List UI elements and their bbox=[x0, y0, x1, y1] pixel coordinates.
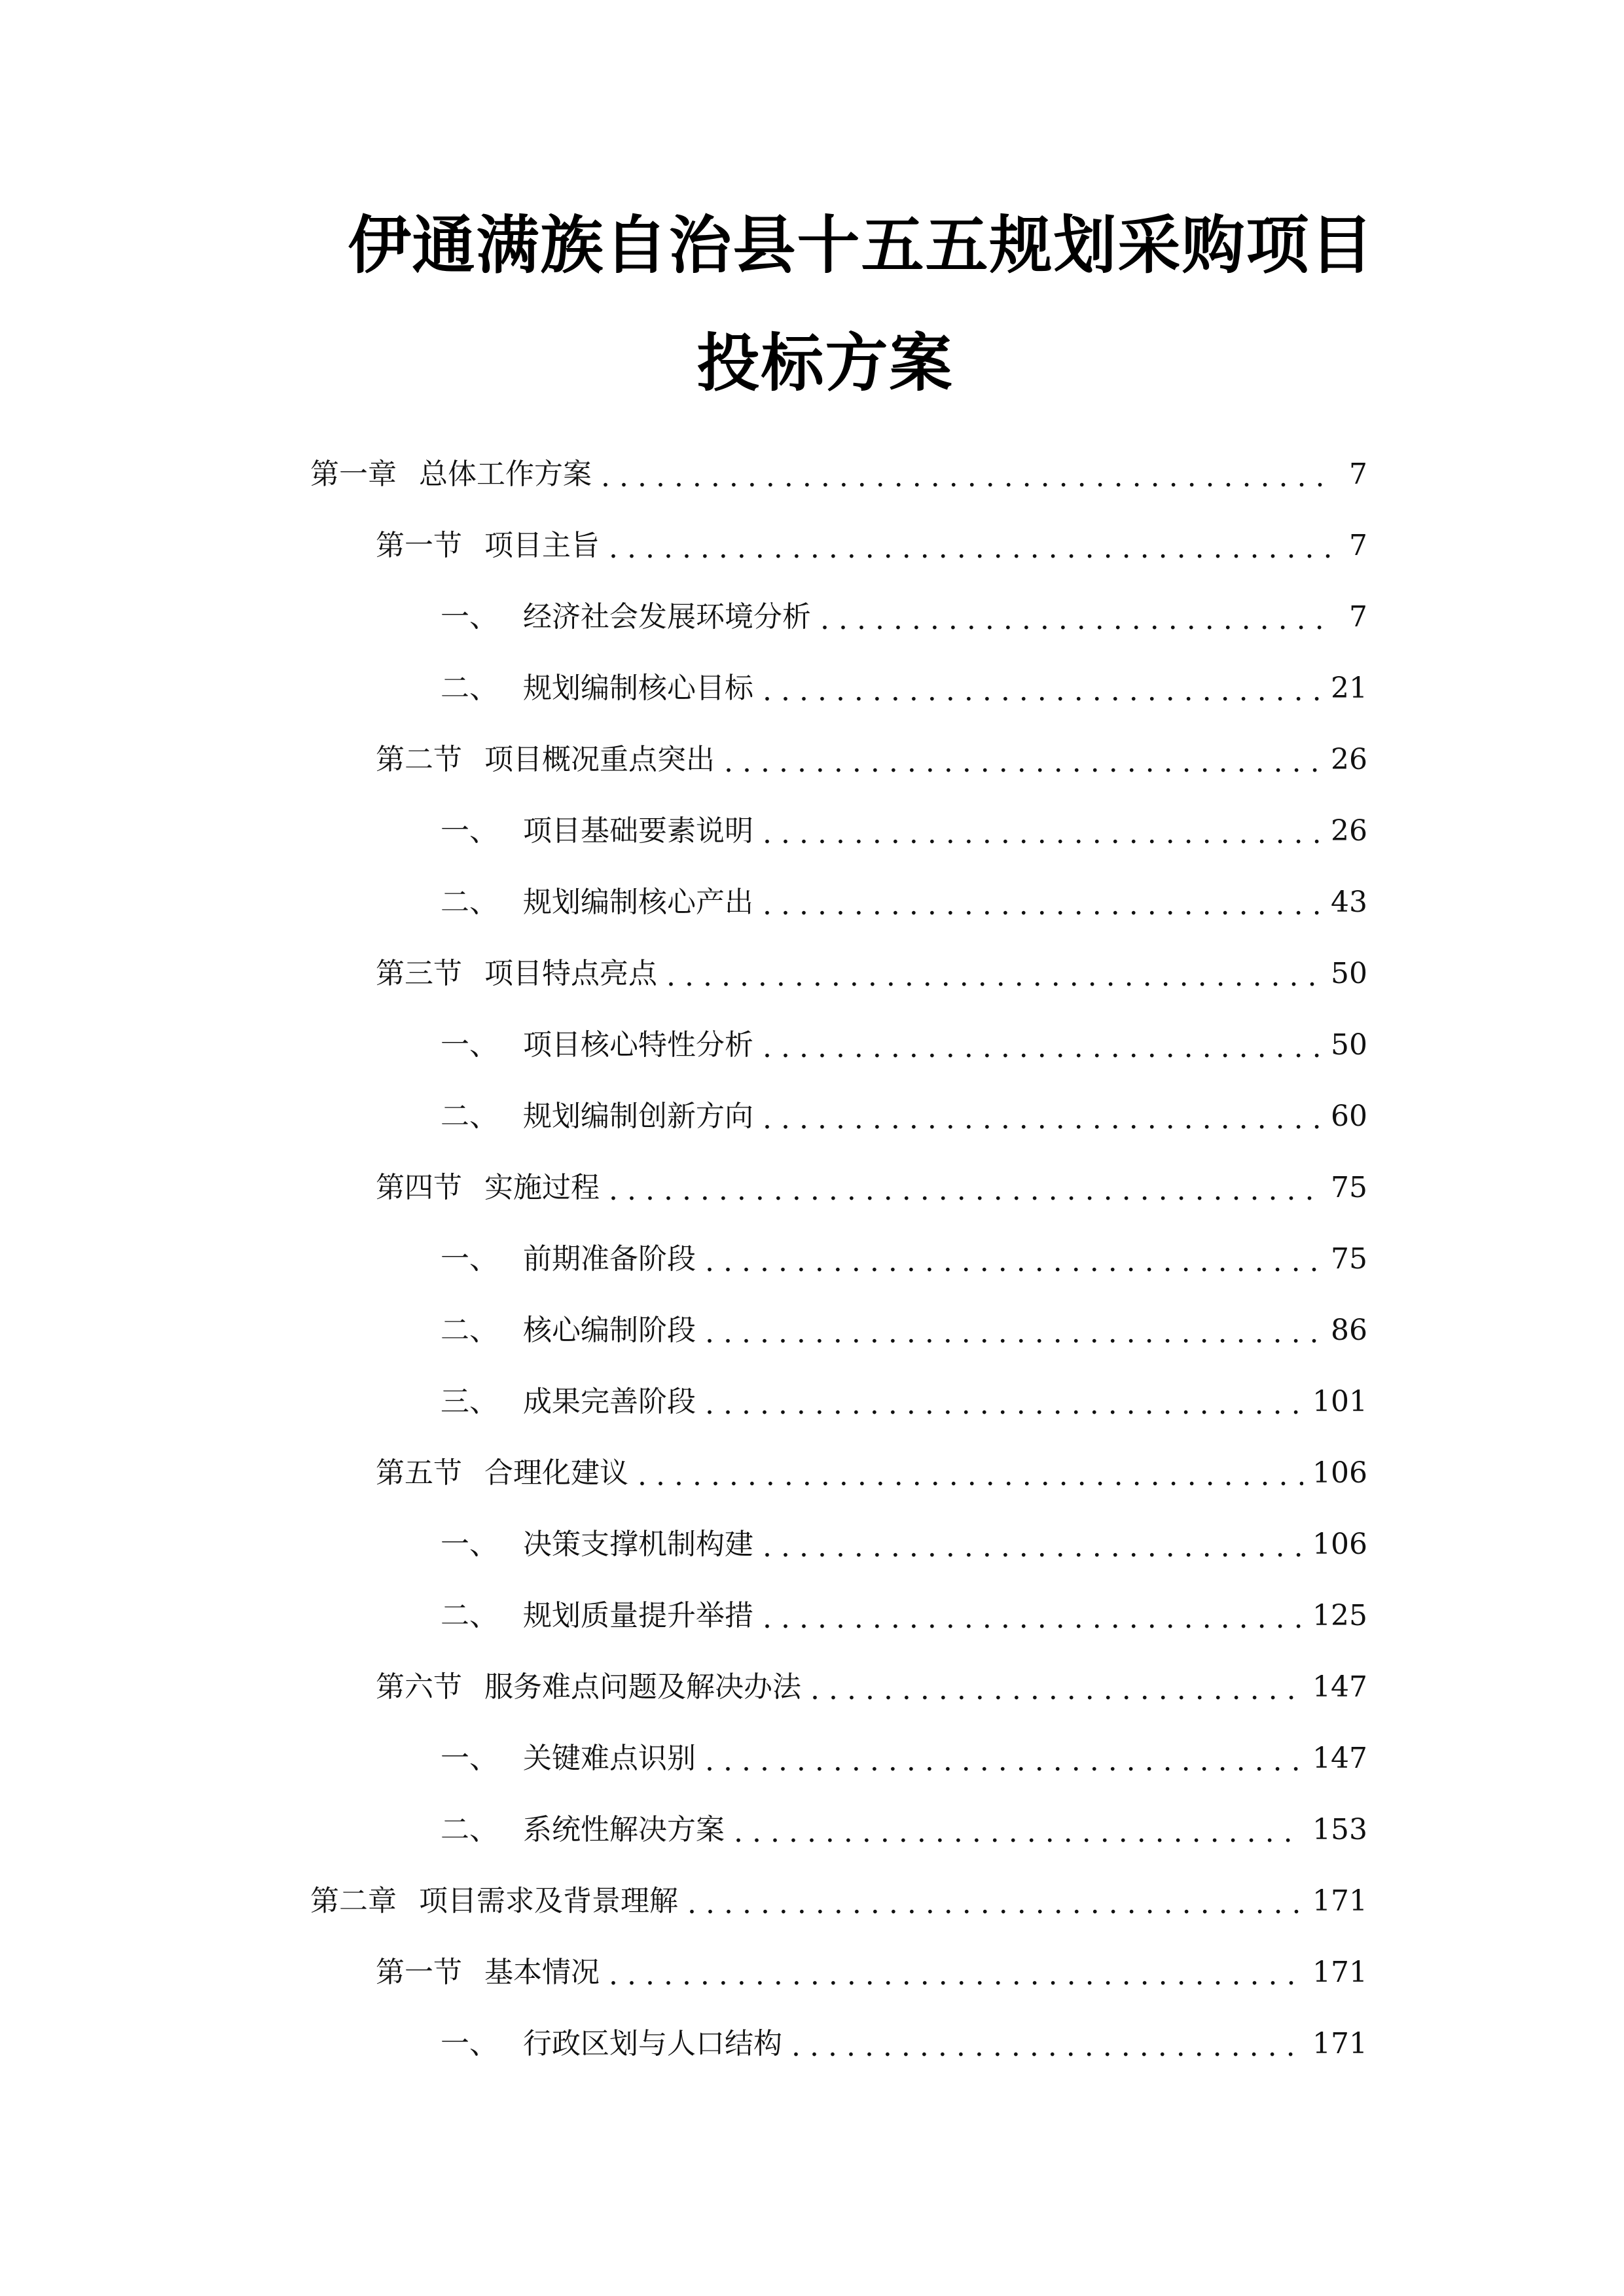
toc-entry[interactable] bbox=[376, 1937, 1367, 2008]
toc-entry-title: 项目核心特性分析 bbox=[523, 1028, 753, 1062]
toc-entry-page: 171 bbox=[1312, 1955, 1367, 1989]
toc-entry-page: 26 bbox=[1331, 814, 1367, 848]
toc-leader-dots bbox=[687, 1884, 1303, 1924]
toc-entry-page: 171 bbox=[1312, 1884, 1367, 1918]
toc-entry-title: 前期准备阶段 bbox=[523, 1242, 696, 1276]
toc-entry-page: 75 bbox=[1331, 1242, 1367, 1276]
toc-entry-page: 171 bbox=[1312, 2026, 1367, 2060]
toc-entry-number: 三、 bbox=[441, 1384, 498, 1418]
toc-entry-number: 一、 bbox=[441, 2026, 498, 2060]
toc-entry-page: 106 bbox=[1312, 1527, 1367, 1561]
toc-entry-number: 第一章 bbox=[310, 457, 397, 491]
toc-entry-number: 第一节 bbox=[376, 1955, 462, 1989]
toc-entry-title: 项目需求及背景理解 bbox=[419, 1884, 678, 1918]
toc-leader-dots bbox=[609, 529, 1332, 568]
toc-leader-dots bbox=[763, 886, 1322, 925]
toc-entry-number: 二、 bbox=[441, 1598, 498, 1632]
toc-entry-title: 经济社会发展环境分析 bbox=[523, 600, 811, 634]
toc-entry-title: 项目特点亮点 bbox=[484, 956, 657, 990]
toc-entry[interactable] bbox=[441, 1580, 1367, 1651]
toc-leader-dots bbox=[763, 1599, 1303, 1638]
toc-leader-dots bbox=[705, 1242, 1322, 1282]
toc-entry-title: 规划编制核心目标 bbox=[523, 671, 753, 705]
toc-entry[interactable] bbox=[441, 1723, 1367, 1794]
toc-entry-title: 关键难点识别 bbox=[523, 1741, 696, 1775]
toc-entry-page: 60 bbox=[1331, 1099, 1367, 1133]
toc-entry-title: 项目主旨 bbox=[484, 528, 600, 562]
toc-entry-number: 一、 bbox=[441, 1242, 498, 1276]
toc-entry[interactable] bbox=[441, 1223, 1367, 1295]
toc-entry-page: 50 bbox=[1331, 956, 1367, 990]
toc-entry[interactable] bbox=[441, 1794, 1367, 1865]
toc-entry[interactable] bbox=[441, 581, 1367, 653]
toc-entry-title: 实施过程 bbox=[484, 1170, 600, 1204]
toc-entry-page: 147 bbox=[1312, 1741, 1367, 1775]
toc-entry-title: 项目基础要素说明 bbox=[523, 814, 753, 848]
toc-entry-title: 项目概况重点突出 bbox=[484, 742, 715, 776]
toc-leader-dots bbox=[763, 1100, 1322, 1139]
toc-entry-title: 规划编制核心产出 bbox=[523, 885, 753, 919]
toc-entry[interactable] bbox=[376, 1651, 1367, 1723]
toc-leader-dots bbox=[601, 457, 1332, 497]
toc-entry-number: 第三节 bbox=[376, 956, 462, 990]
toc-entry-page: 7 bbox=[1349, 528, 1367, 562]
toc-entry-page: 7 bbox=[1349, 600, 1367, 634]
toc-leader-dots bbox=[763, 814, 1322, 853]
toc-entry-title: 服务难点问题及解决办法 bbox=[484, 1670, 801, 1704]
toc-entry-title: 成果完善阶段 bbox=[523, 1384, 696, 1418]
toc-leader-dots bbox=[705, 1742, 1303, 1781]
document-title: 伊通满族自治县十五五规划采购项目 bbox=[348, 209, 1375, 282]
toc-entry-number: 一、 bbox=[441, 1028, 498, 1062]
toc-entry-page: 86 bbox=[1331, 1313, 1367, 1347]
toc-entry-number: 一、 bbox=[441, 1527, 498, 1561]
toc-entry-number: 第四节 bbox=[376, 1170, 462, 1204]
toc-entry[interactable] bbox=[376, 1152, 1367, 1223]
toc-entry-title: 基本情况 bbox=[484, 1955, 600, 1989]
toc-entry-page: 26 bbox=[1331, 742, 1367, 776]
toc-entry-page: 7 bbox=[1349, 457, 1367, 491]
toc-entry-number: 一、 bbox=[441, 600, 498, 634]
toc-leader-dots bbox=[609, 1956, 1303, 1995]
toc-leader-dots bbox=[791, 2027, 1303, 2066]
toc-entry-title: 合理化建议 bbox=[484, 1456, 628, 1490]
toc-entry-number: 二、 bbox=[441, 671, 498, 705]
toc-entry[interactable] bbox=[310, 439, 1367, 510]
toc-entry-page: 101 bbox=[1312, 1384, 1367, 1418]
toc-entry-title: 核心编制阶段 bbox=[523, 1313, 696, 1347]
toc-entry-title: 系统性解决方案 bbox=[523, 1812, 725, 1846]
toc-entry-title: 决策支撑机制构建 bbox=[523, 1527, 753, 1561]
toc-entry[interactable] bbox=[310, 1865, 1367, 1937]
toc-leader-dots bbox=[763, 1528, 1303, 1567]
toc-entry[interactable] bbox=[441, 2008, 1367, 2079]
toc-entry-page: 147 bbox=[1312, 1670, 1367, 1704]
toc-entry-number: 一、 bbox=[441, 814, 498, 848]
toc-entry-number: 第一节 bbox=[376, 528, 462, 562]
toc-entry-number: 第六节 bbox=[376, 1670, 462, 1704]
toc-entry[interactable] bbox=[441, 1081, 1367, 1152]
toc-entry[interactable] bbox=[441, 1509, 1367, 1580]
toc-leader-dots bbox=[705, 1314, 1322, 1353]
toc-leader-dots bbox=[820, 600, 1332, 639]
toc-entry[interactable] bbox=[441, 1009, 1367, 1081]
toc-entry-title: 规划质量提升举措 bbox=[523, 1598, 753, 1632]
toc-entry[interactable] bbox=[441, 653, 1367, 724]
toc-entry[interactable] bbox=[376, 938, 1367, 1009]
toc-leader-dots bbox=[666, 957, 1322, 996]
toc-entry-number: 二、 bbox=[441, 1812, 498, 1846]
toc-entry-title: 行政区划与人口结构 bbox=[523, 2026, 782, 2060]
toc-entry[interactable] bbox=[376, 510, 1367, 581]
toc-entry-page: 43 bbox=[1331, 885, 1367, 919]
toc-entry-page: 21 bbox=[1331, 671, 1367, 705]
toc-entry-page: 125 bbox=[1312, 1598, 1367, 1632]
toc-leader-dots bbox=[609, 1171, 1322, 1210]
toc-leader-dots bbox=[734, 1813, 1303, 1852]
toc-entry[interactable] bbox=[441, 867, 1367, 938]
toc-entry-number: 第二节 bbox=[376, 742, 462, 776]
toc-leader-dots bbox=[810, 1670, 1303, 1710]
toc-leader-dots bbox=[724, 743, 1322, 782]
toc-entry[interactable] bbox=[441, 795, 1367, 867]
toc-entry[interactable] bbox=[376, 724, 1367, 795]
toc-entry-page: 106 bbox=[1312, 1456, 1367, 1490]
toc-entry-page: 75 bbox=[1331, 1170, 1367, 1204]
toc-entry-number: 第五节 bbox=[376, 1456, 462, 1490]
toc-entry-page: 50 bbox=[1331, 1028, 1367, 1062]
toc-entry[interactable] bbox=[441, 1366, 1367, 1437]
toc-entry-title: 规划编制创新方向 bbox=[523, 1099, 753, 1133]
toc-entry[interactable] bbox=[441, 1295, 1367, 1366]
toc-leader-dots bbox=[763, 672, 1322, 711]
toc-leader-dots bbox=[638, 1456, 1303, 1496]
toc-entry-number: 二、 bbox=[441, 1099, 498, 1133]
toc-entry-number: 二、 bbox=[441, 1313, 498, 1347]
toc-leader-dots bbox=[705, 1385, 1303, 1424]
toc-entry-title: 总体工作方案 bbox=[419, 457, 592, 491]
toc-leader-dots bbox=[763, 1028, 1322, 1067]
document-subtitle: 投标方案 bbox=[696, 327, 954, 400]
toc-entry[interactable] bbox=[376, 1437, 1367, 1509]
toc-entry-number: 第二章 bbox=[310, 1884, 397, 1918]
toc-entry-number: 二、 bbox=[441, 885, 498, 919]
toc-entry-page: 153 bbox=[1312, 1812, 1367, 1846]
toc-entry-number: 一、 bbox=[441, 1741, 498, 1775]
